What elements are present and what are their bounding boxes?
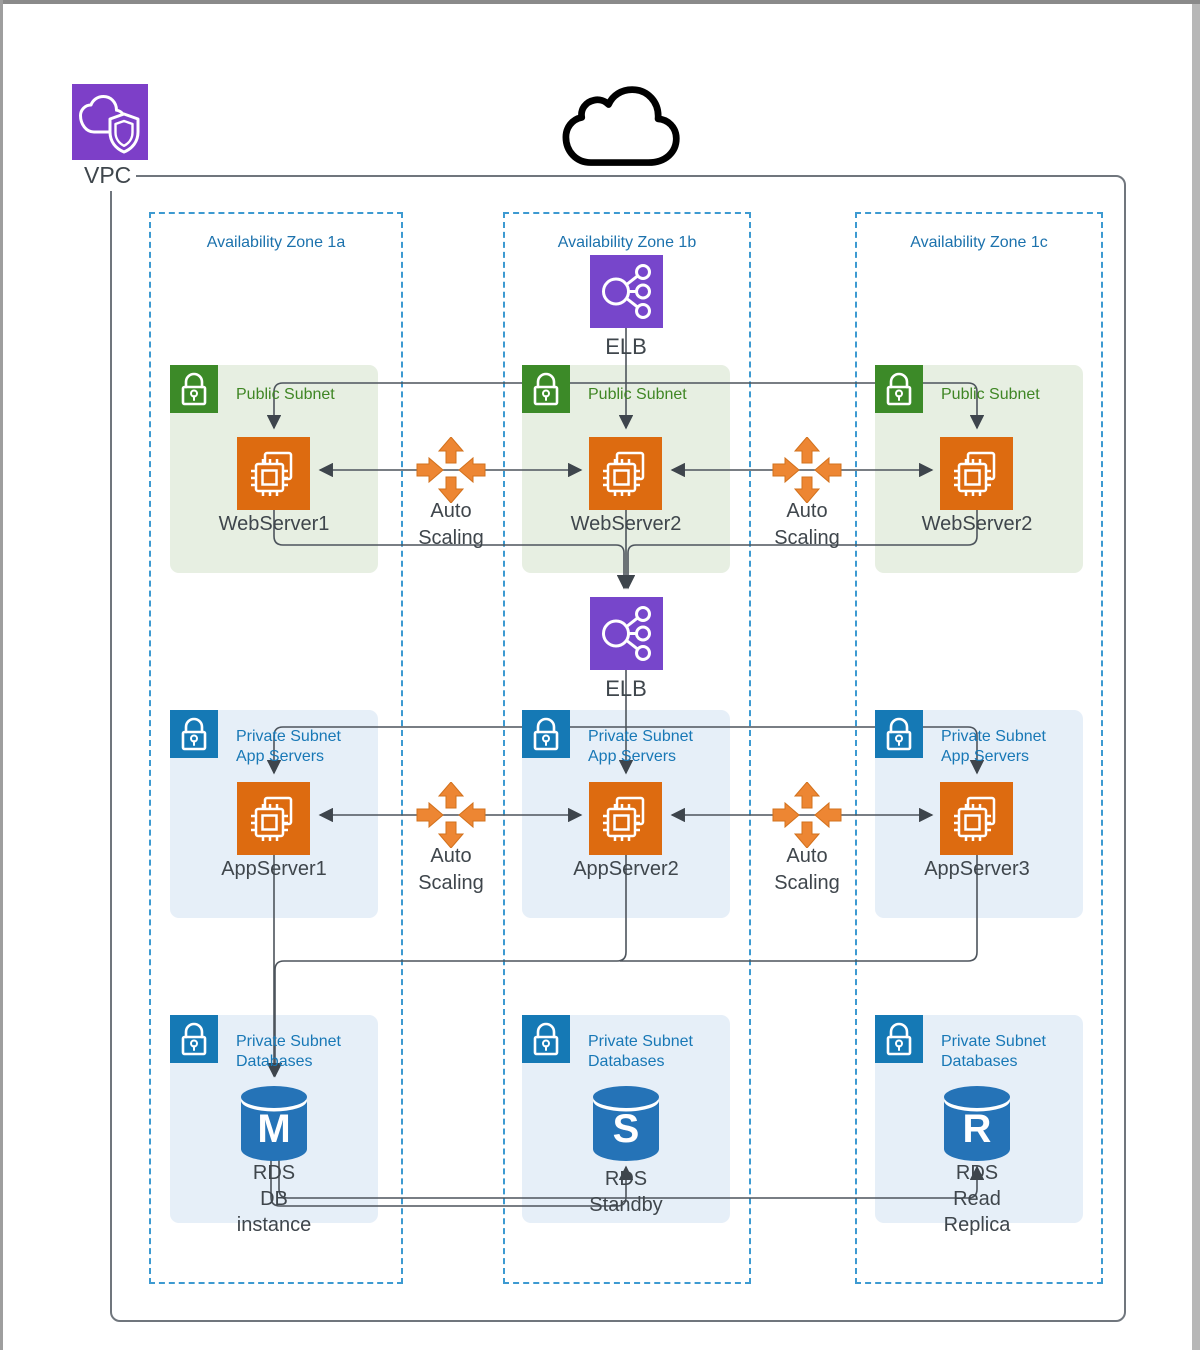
window-left-edge — [0, 0, 3, 1350]
private-db-subnet-label: Private Subnet Databases — [588, 1033, 693, 1070]
rds-read-replica-label: RDS Read Replica — [943, 1162, 1011, 1236]
autoscaling-icon[interactable] — [771, 782, 843, 848]
db-letter: S — [612, 1107, 640, 1151]
webserver3-icon[interactable] — [940, 437, 1013, 510]
vpc-icon[interactable] — [72, 84, 148, 160]
autoscaling-label: Auto Scaling — [774, 845, 840, 894]
private-subnet-lock-icon — [522, 1015, 570, 1063]
private-db-subnet-label: Private Subnet Databases — [236, 1033, 341, 1070]
webserver2-label: WebServer2 — [570, 513, 682, 535]
db-letter: R — [962, 1107, 992, 1151]
private-subnet-lock-icon — [522, 710, 570, 758]
elb-middle-icon[interactable] — [590, 597, 663, 670]
public-subnet-lock-icon — [522, 365, 570, 413]
private-app-subnet-label: Private Subnet App Servers — [941, 728, 1046, 765]
autoscaling-label: Auto Scaling — [774, 500, 840, 549]
appserver2-label: AppServer2 — [573, 858, 679, 880]
internet-cloud-icon[interactable] — [556, 80, 691, 176]
public-subnet-lock-icon — [875, 365, 923, 413]
az-label: Availability Zone 1c — [910, 234, 1048, 251]
public-subnet-label: Public Subnet — [236, 386, 335, 403]
appserver3-icon[interactable] — [940, 782, 1013, 855]
autoscaling-icon[interactable] — [771, 437, 843, 503]
db-letter: M — [257, 1107, 291, 1151]
autoscaling-icon[interactable] — [415, 782, 487, 848]
private-app-subnet-label: Private Subnet App Servers — [588, 728, 693, 765]
private-app-subnet-label: Private Subnet App Servers — [236, 728, 341, 765]
elb-top-label: ELB — [605, 334, 647, 359]
az-label: Availability Zone 1b — [557, 234, 697, 251]
private-subnet-lock-icon — [170, 1015, 218, 1063]
rds-read-replica-icon[interactable] — [942, 1085, 1012, 1165]
window-right-edge[interactable] — [1192, 4, 1200, 1350]
window-top-edge — [0, 0, 1200, 4]
webserver1-label: WebServer1 — [218, 513, 330, 535]
vpc-label: VPC — [84, 160, 136, 191]
elb-middle-label: ELB — [605, 676, 647, 701]
private-db-subnet-label: Private Subnet Databases — [941, 1033, 1046, 1070]
autoscaling-icon[interactable] — [415, 437, 487, 503]
webserver3-label: WebServer2 — [921, 513, 1033, 535]
private-subnet-lock-icon — [875, 710, 923, 758]
appserver3-label: AppServer3 — [924, 858, 1030, 880]
webserver1-icon[interactable] — [237, 437, 310, 510]
public-subnet-label: Public Subnet — [588, 386, 687, 403]
private-subnet-lock-icon — [170, 710, 218, 758]
webserver2-icon[interactable] — [589, 437, 662, 510]
rds-db-instance-icon[interactable] — [239, 1085, 309, 1165]
private-subnet-lock-icon — [875, 1015, 923, 1063]
public-subnet-label: Public Subnet — [941, 386, 1040, 403]
autoscaling-label: Auto Scaling — [418, 500, 484, 549]
rds-standby-icon[interactable] — [591, 1085, 661, 1165]
rds-standby-label: RDS Standby — [589, 1168, 663, 1216]
az-label: Availability Zone 1a — [206, 234, 346, 251]
rds-db-instance-label: RDS DB instance — [236, 1162, 312, 1236]
appserver2-icon[interactable] — [589, 782, 662, 855]
autoscaling-label: Auto Scaling — [418, 845, 484, 894]
public-subnet-lock-icon — [170, 365, 218, 413]
appserver1-icon[interactable] — [237, 782, 310, 855]
elb-top-icon[interactable] — [590, 255, 663, 328]
appserver1-label: AppServer1 — [221, 858, 327, 880]
